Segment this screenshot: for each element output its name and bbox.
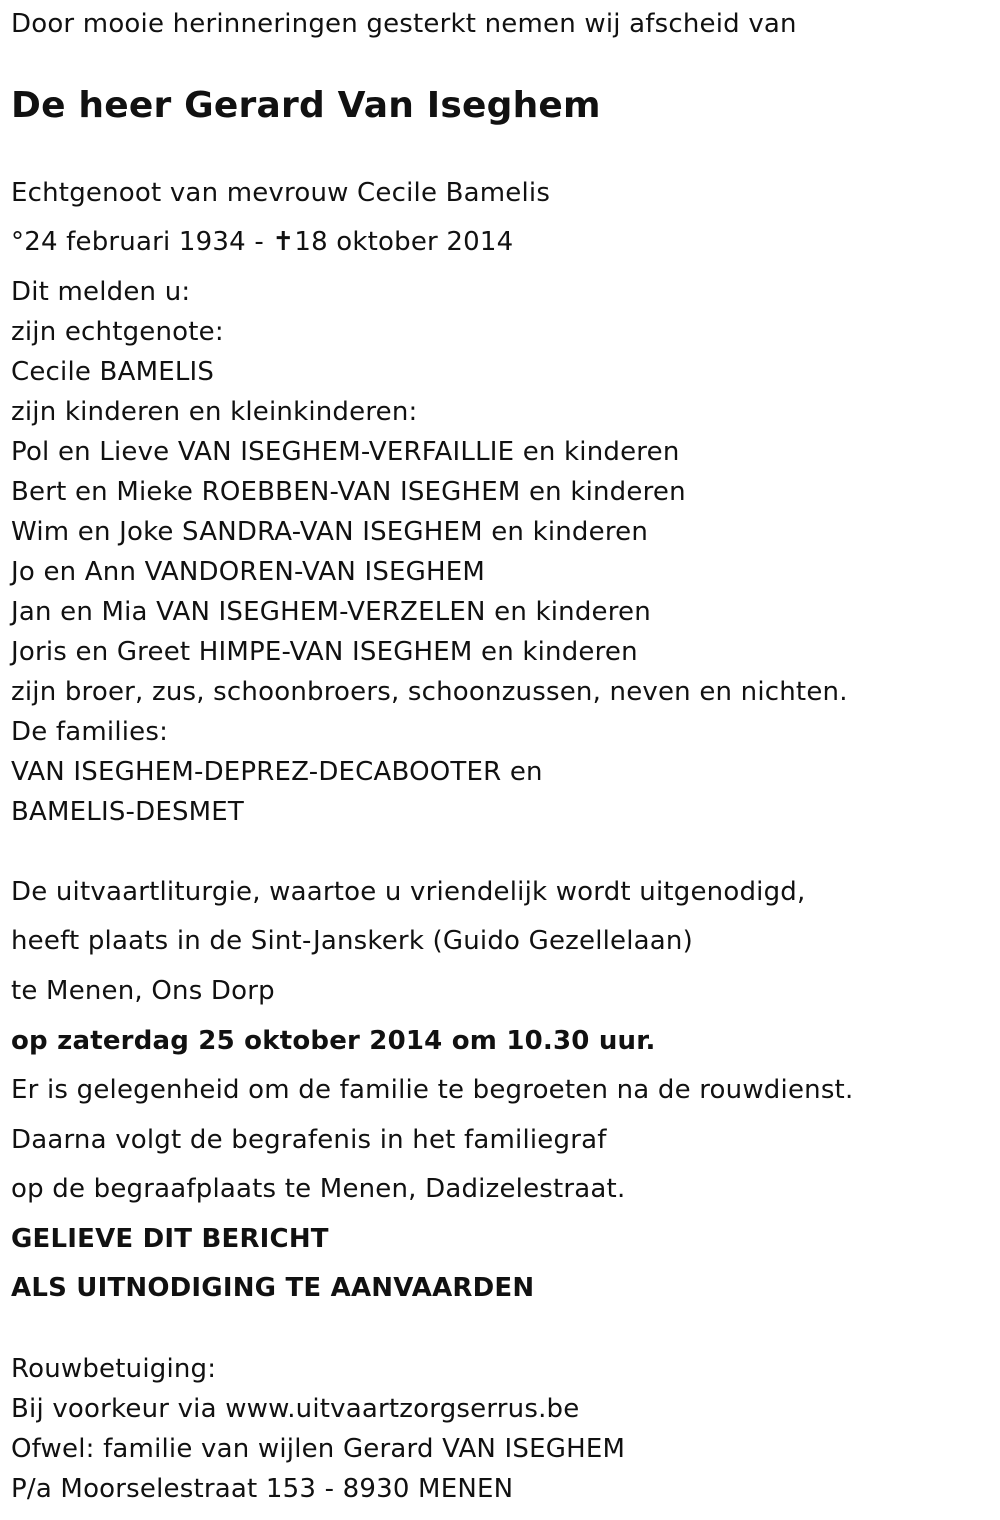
dates-line: °24 februari 1934 - ✝18 oktober 2014 xyxy=(11,227,514,257)
condolences-address: P/a Moorselestraat 153 - 8930 MENEN xyxy=(11,1474,514,1504)
condolences-line: Bij voorkeur via www.uitvaartzorgserrus.be xyxy=(11,1394,580,1424)
funeral-line: op de begraafplaats te Menen, Dadizelestraat. xyxy=(11,1174,626,1204)
list-item: Joris en Greet HIMPE-VAN ISEGHEM en kinderen xyxy=(11,637,638,667)
funeral-line: Er is gelegenheid om de familie te begroeten na de rouwdienst. xyxy=(11,1075,854,1105)
list-item: BAMELIS-DESMET xyxy=(11,797,245,827)
list-item: Jan en Mia VAN ISEGHEM-VERZELEN en kinderen xyxy=(11,597,651,627)
funeral-line: te Menen, Ons Dorp xyxy=(11,976,275,1006)
list-item: Jo en Ann VANDOREN-VAN ISEGHEM xyxy=(11,557,486,587)
spouse-line: Echtgenoot van mevrouw Cecile Bamelis xyxy=(11,178,551,208)
condolences-line: Ofwel: familie van wijlen Gerard VAN ISEGHEM xyxy=(11,1434,626,1464)
list-item: Pol en Lieve VAN ISEGHEM-VERFAILLIE en kinderen xyxy=(11,437,680,467)
list-item: Cecile BAMELIS xyxy=(11,357,215,387)
funeral-line: De uitvaartliturgie, waartoe u vriendelijk wordt uitgenodigd, xyxy=(11,877,806,907)
announcement-header: Dit melden u: xyxy=(11,277,191,307)
list-item: VAN ISEGHEM-DEPREZ-DECABOOTER en xyxy=(11,757,543,787)
funeral-datetime: op zaterdag 25 oktober 2014 om 10.30 uur. xyxy=(11,1026,656,1056)
invitation-line: GELIEVE DIT BERICHT xyxy=(11,1224,329,1254)
intro-text: Door mooie herinneringen gesterkt nemen wij afscheid van xyxy=(11,9,797,39)
funeral-line: heeft plaats in de Sint-Janskerk (Guido Gezellelaan) xyxy=(11,926,693,956)
deceased-name-title: De heer Gerard Van Iseghem xyxy=(11,85,601,126)
funeral-line: Daarna volgt de begrafenis in het familiegraf xyxy=(11,1125,607,1155)
invitation-line: ALS UITNODIGING TE AANVAARDEN xyxy=(11,1273,535,1303)
condolences-header: Rouwbetuiging: xyxy=(11,1354,217,1384)
list-item: zijn broer, zus, schoonbroers, schoonzussen, neven en nichten. xyxy=(11,677,848,707)
list-item: De families: xyxy=(11,717,169,747)
list-item: zijn echtgenote: xyxy=(11,317,224,347)
list-item: zijn kinderen en kleinkinderen: xyxy=(11,397,418,427)
list-item: Wim en Joke SANDRA-VAN ISEGHEM en kinderen xyxy=(11,517,649,547)
list-item: Bert en Mieke ROEBBEN-VAN ISEGHEM en kinderen xyxy=(11,477,686,507)
